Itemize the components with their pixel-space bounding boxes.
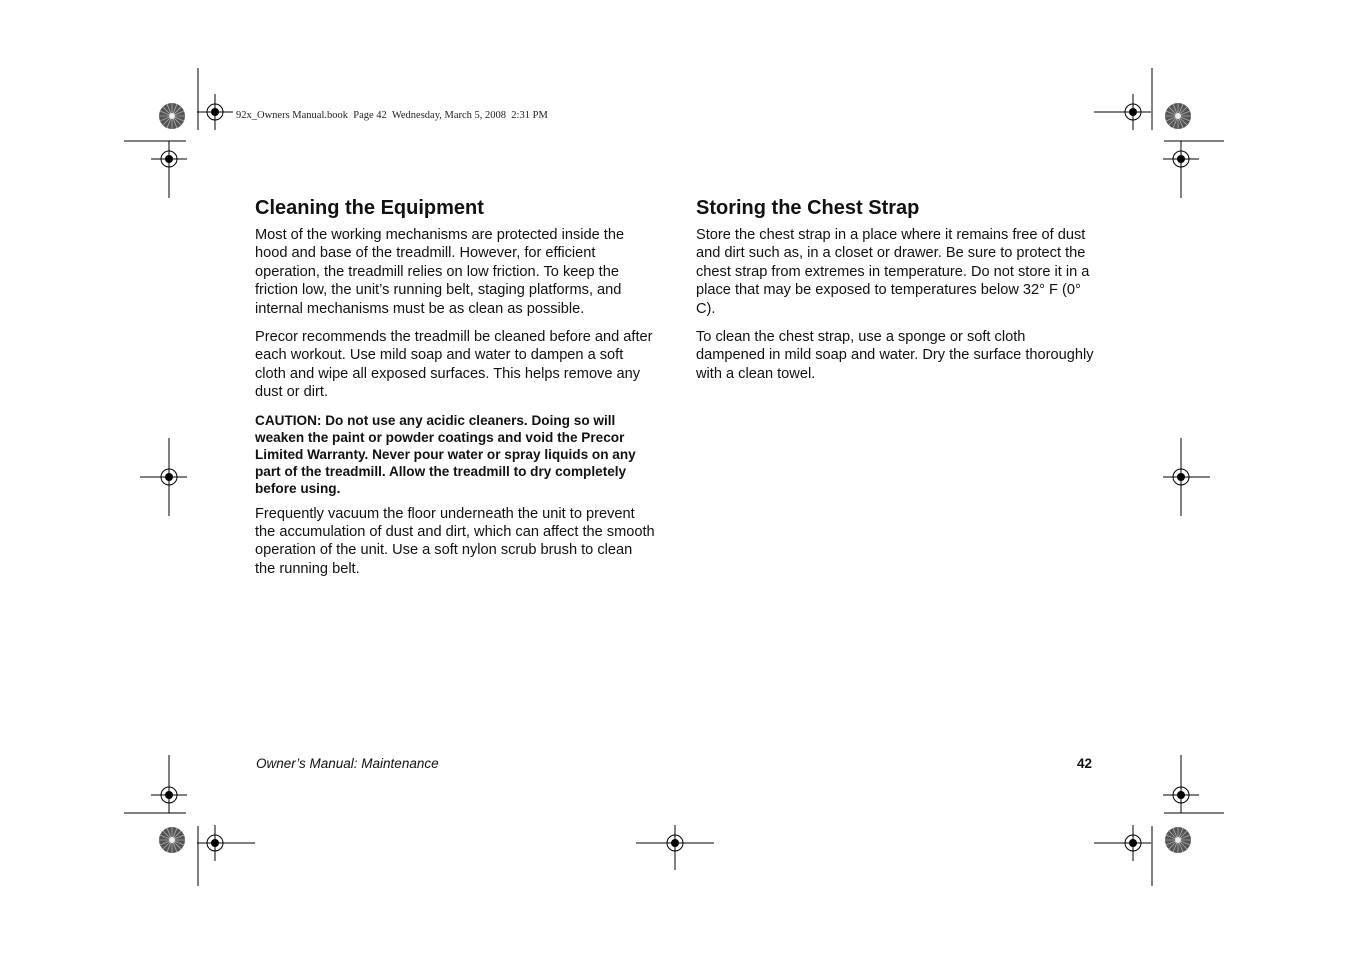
starburst-mark-top-left (159, 103, 185, 129)
registration-mark-top-left-b (151, 141, 187, 177)
cleaning-paragraph-3: Frequently vacuum the floor underneath the unit to prevent the accumulation of dust and dirt, which can affect the smooth operation of the unit. Use a soft nylon scrub brush to clean the running belt. (255, 505, 655, 577)
starburst-mark-bottom-left (159, 827, 185, 853)
footer-section-title: Owner’s Manual: Maintenance (256, 756, 439, 771)
starburst-mark-bottom-right (1165, 827, 1191, 853)
starburst-mark-top-right (1165, 103, 1191, 129)
cleaning-section (255, 195, 655, 588)
registration-mark-bottom-left-a (151, 777, 187, 813)
registration-mark-top-left-a (197, 94, 233, 130)
registration-mark-top-right-a (1115, 94, 1151, 130)
registration-mark-middle-left (151, 459, 187, 495)
storing-section (696, 195, 1096, 393)
registration-mark-bottom-left-b (197, 825, 233, 861)
registration-mark-top-right-b (1163, 141, 1199, 177)
storing-paragraph-2: To clean the chest strap, use a sponge or soft cloth dampened in mild soap and water. Dry the surface thoroughly with a clean towel. (696, 329, 1094, 382)
cleaning-heading: Cleaning the Equipment (255, 197, 484, 219)
page-number: 42 (1077, 756, 1093, 771)
registration-mark-bottom-right-a (1163, 777, 1199, 813)
cleaning-paragraph-2: Precor recommends the treadmill be cleaned before and after each workout. Use mild soap and water to dampen a soft cloth and wipe all exposed surfaces. This helps remove any dust or dirt. (255, 329, 653, 401)
registration-mark-bottom-right-b (1115, 825, 1151, 861)
caution-notice: CAUTION: Do not use any acidic cleaners. Doing so will weaken the paint or powder coatings and void the Precor Limited Warranty. Never pour water or spray liquids on any part of the treadmill. Allow the treadmill to dry completely before using. (255, 412, 636, 496)
print-slug: 92x_Owners Manual.book Page 42 Wednesday, March 5, 2008 2:31 PM (236, 110, 548, 121)
storing-heading: Storing the Chest Strap (696, 197, 920, 219)
storing-paragraph-1: Store the chest strap in a place where it remains free of dust and dirt such as, in a closet or drawer. Be sure to protect the chest strap from extremes in temperature. Do not store it in a place that may be exposed to temperatures below 32° F (0° C). (696, 227, 1090, 317)
registration-mark-middle-right (1163, 459, 1199, 495)
cleaning-paragraph-1: Most of the working mechanisms are protected inside the hood and base of the treadmill. However, for efficient operation, the treadmill relies on low friction. To keep the friction low, the unit’s running belt, staging platforms, and internal mechanisms must be as clean as possible. (255, 227, 625, 317)
